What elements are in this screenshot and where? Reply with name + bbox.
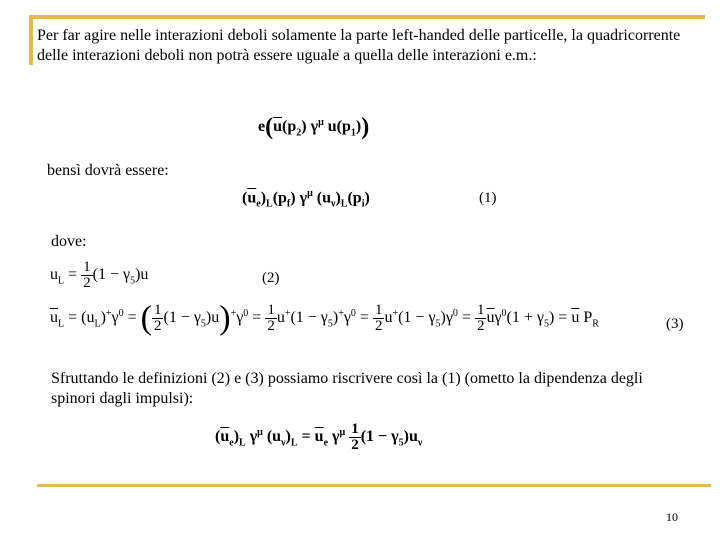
- equation-number-1: (1): [479, 190, 497, 206]
- label-dove: dove:: [51, 233, 87, 250]
- equation-number-3: (3): [666, 316, 684, 332]
- page-number: 10: [666, 510, 678, 524]
- bottom-accent-bar: [37, 484, 711, 487]
- label-bensi: bensì dovrà essere:: [47, 162, 169, 179]
- equation-number-2: (2): [262, 270, 280, 286]
- adjoint-left-spinor-definition: $\overline{u}_L = (u_L)^+\gamma^0$ = ( $\frac{1}{2}$ $(1 - \gamma_5)u)^+\gamma^0$ = $\frac{1}{2}$ $u^+(1 - \gamma_5)^+\gamma^0$ = $\frac{1}{2}$ $u^+(1 - \gamma_5)\gamma^0$ = $\frac{1}{2}$ $\overline{u}\gamma^0(1 + \gamma_5) = \overline{u}$ $P_R$: [50, 299, 599, 337]
- weak-current-equation: $(\overline{u}_e)_L(p_f)$ $\gamma^\mu$ $(u_\nu)_L(p_i)$: [242, 188, 370, 210]
- final-current-equation: $(\overline{u}_e)_L$ $\gamma^\mu$ $(u_\nu)_L = \overline{u}_e$ $\gamma^\mu$ $\frac{1}{2}$ $(1 - \gamma_5)u_\nu$: [215, 421, 423, 453]
- em-current-equation: $e(\overline{u}(p_2)$ $\gamma^\mu$ $u(p_1)$): [258, 114, 370, 140]
- bottom-paragraph: Sfruttando le definizioni (2) e (3) possiamo riscrivere così la (1) (ometto la dipendenza degli spinori dagli impulsi):: [51, 370, 643, 407]
- left-spinor-definition: $u_L$ = $\frac{1}{2}$ $(1 - \gamma_5)u$: [50, 259, 149, 291]
- left-accent-bar: [29, 15, 33, 65]
- intro-paragraph: Per far agire nelle interazioni deboli solamente la parte left-handed delle particelle, la quadricorrente delle interazioni deboli non potrà essere uguale a quella delle interazioni e.m.:: [37, 27, 681, 64]
- top-accent-bar: [33, 15, 705, 19]
